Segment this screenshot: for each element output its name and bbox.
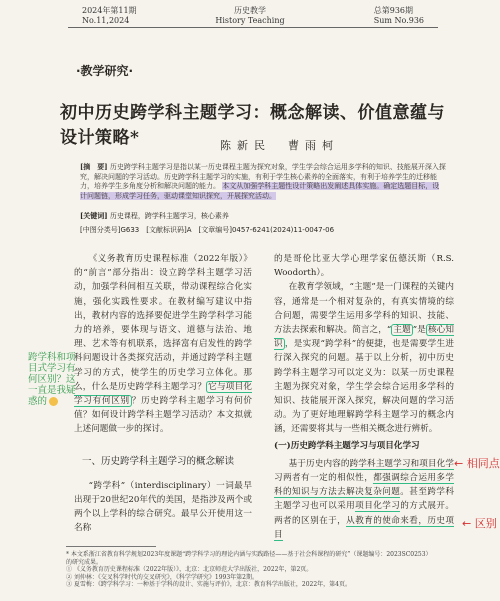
header-rule (68, 27, 438, 28)
paragraph-text: ”是 (412, 325, 426, 336)
paragraph-text: 基于历史内容的 (288, 458, 350, 469)
authors: 陈新民 曹雨柯 (220, 139, 339, 152)
handwritten-note-similarity: ← 相同点 (454, 457, 500, 470)
header-issue-en: No.11,2024 (82, 16, 130, 25)
header-issue-cn: 2024年第11期 (82, 6, 137, 15)
sad-face-icon (49, 397, 58, 406)
paragraph-text: 习两者有一定的相似性， (274, 473, 374, 484)
paragraph-text: 简言之，“ (352, 325, 392, 336)
paragraph-text: 在教育学领域，“主题”是一门课程的关键内容，通常是一个相对复杂的，有真实情境的综合问题，需要学生运用多学科的知识、技能、方法去探索和解决。 (274, 282, 454, 336)
article-title: 初中历史跨学科主题学习：概念解读、价值意蕴与设计策略* (60, 103, 445, 148)
handwritten-note-text: 跨学科和项目式学习有何区别？这一直是我疑惑的 (28, 352, 76, 407)
footnote: ② 刘仲林：《交叉科学时代的交叉研究》，《科学学研究》1993年第2期。 (66, 573, 258, 581)
underlined-text: 跨学科主题学习和项目化学 (349, 458, 454, 469)
keywords-label: [关键词] (80, 211, 108, 220)
body-paragraph (274, 280, 454, 436)
paragraph-text: 。甚至跨学科主题学习也可以采用 (274, 487, 454, 512)
handwritten-note-difference: ← 区别 (462, 517, 497, 530)
body-paragraph: “跨学科”（interdisciplinary）一词最早出现于20世纪20年代的美国，是指涉及两个或两个以上学科的综合研究。最早公开使用这一名称 (74, 480, 252, 534)
abstract-label: [摘 要] (80, 162, 108, 171)
keywords (80, 211, 446, 221)
paragraph-text: 《义务教育历史课程标准（2022年版）》的“前言”部分指出：设立跨学科主题学习活动，加强学科间相互关联，带动课程综合化实施，强化实践性要求。在教材编写建议中指出，教材内容的选择要促进学生跨学科学习能力的培养，要体现与语文、道德与法治、地理、艺术等有机联系，选择富有启发性的跨学科问题设计各类探究活动，并通过跨学科主题学习的方式，使学生的历史学习立体化。 (74, 254, 252, 378)
body-paragraph (74, 252, 252, 437)
handwritten-note-left (28, 352, 76, 407)
body-paragraph (274, 457, 454, 542)
section-tag: ·教学研究· (76, 64, 134, 78)
paragraph-text: ，是实现“跨学科”的便捷，也是需要学生进行深入探究的问题。基于以上分析，初中历史跨学科主题学习可以定义为：以某一历史课程主题为探究对象，学生学会综合运用多学科的知识、技能展开深入探究，解决问题的学习活动。为了更好地理解跨学科主题学习的概念内涵，还需要将其与一些相关概念进行辨析。 (274, 339, 454, 435)
header-total-cn: 总第936期 (373, 6, 414, 15)
footnote: * 本文系浙江省教育科学规划2023年度课题“跨学科学习的理论内涵与实践路径——基于社会科课程的研究”（课题编号：2023SC0253）的研究成果。 (66, 551, 432, 566)
footnote: ① 《义务教育历史课程标准（2022年版）》，北京：北京师范大学出版社，2022年，第2页。 (66, 566, 313, 574)
header-journal (210, 6, 290, 26)
section-heading: 一、历史跨学科主题学习的概念解读 (82, 455, 235, 467)
paragraph-text: ？历史跨学科主题学习有何价值？如何设计跨学科主题学习活动？本文拟就上述问题做一步的探讨。 (74, 396, 252, 435)
header-total-en: Sum No.936 (373, 16, 424, 25)
abstract (80, 162, 446, 201)
keywords-text: 历史课程，跨学科主题学习，核心素养 (109, 212, 229, 220)
underlined-text: 从教育的使命来看，历史项目 (274, 515, 454, 540)
abstract-text: 历史跨学科主题学习是指以某一历史课程主题为探究对象，学生学会综合运用多学科的知识、技能展开深入探究，解决问题的学习活动。历史跨学科主题学习的实施，有利于学生核心素养的全面落实，有利于培养学生的迁移能力，培养学生多角度分析和解决问题的能力。 (80, 163, 446, 190)
subsection-heading: (一)历史跨学科主题学习与项目化学习 (274, 440, 420, 451)
paragraph-text: 那么，什么是历史跨学科主题学习？ (74, 367, 252, 392)
classification-line: [中图分类号]G633 [文献标识码]A [文章编号]0457-6241(2024)11-0047-06 (80, 226, 335, 234)
footnote: ③ 夏雪梅：《跨学科学习：一种基于学科的设计、实施与评价》，北京：教育科学出版社，2022年，第4页。 (66, 581, 351, 589)
underlined-text: 项目化学习 (355, 501, 401, 512)
footnote-rule (66, 546, 156, 547)
body-column-left (74, 252, 252, 536)
footnotes (66, 551, 436, 589)
abstract-highlight: 本文从加强学科主题性设计策略出发阐述具体实施。确定选题目标，设计问题链，形成学习任务，驱动课堂知识探究，开展探究活动。 (80, 182, 440, 200)
header-journal-cn: 历史教学 (234, 6, 266, 15)
paragraph-text: 的方式展开。两者的区别在于， (274, 501, 454, 526)
boxed-term: 主题 (393, 325, 411, 336)
header-total (374, 6, 424, 26)
boxed-term: 核心知识 (274, 325, 454, 350)
body-paragraph: 的是哥伦比亚大学心理学家伍德沃斯（R.S. Woodorth）。 (274, 254, 454, 279)
header-journal-en: History Teaching (215, 16, 285, 25)
boxed-question: 它与项目化学习有何区别 (74, 381, 252, 407)
underlined-text: 都强调综合运用多学科的知识与方法去解决复杂问题 (274, 473, 454, 498)
body-column-right (274, 252, 454, 542)
header-issue (82, 6, 137, 26)
